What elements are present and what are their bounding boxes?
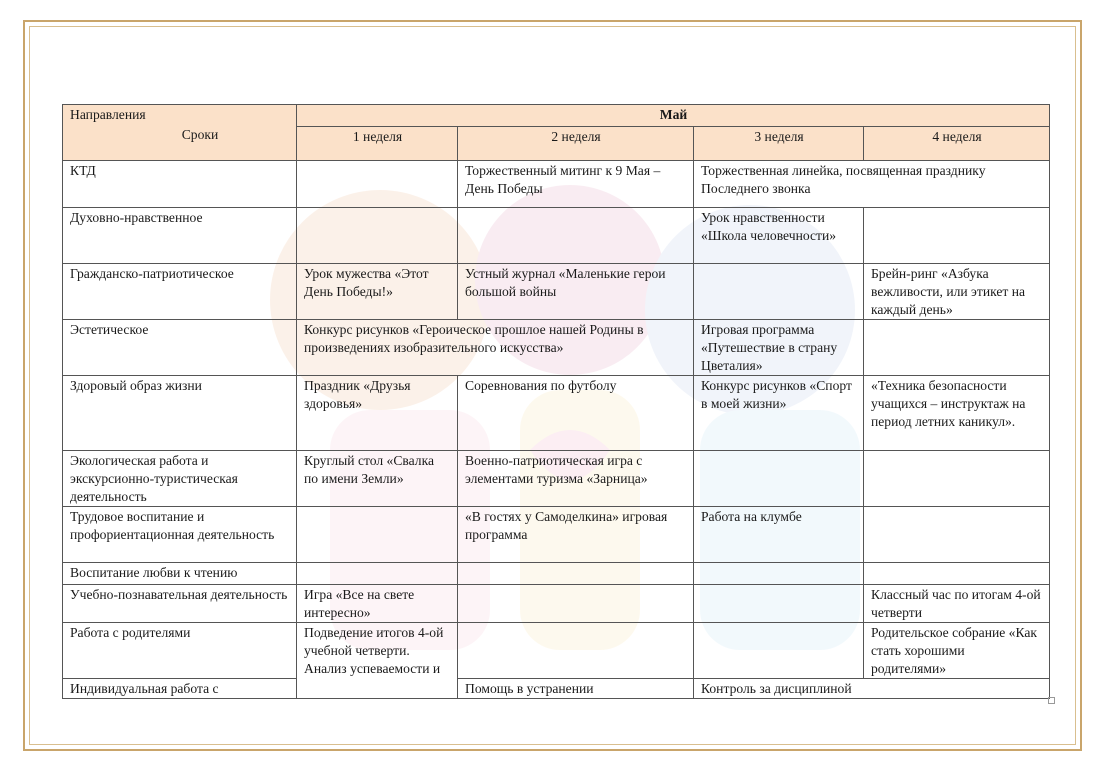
direction-cell: Духовно-нравственное [63, 208, 297, 264]
activity-cell: Праздник «Друзья здоровья» [297, 376, 458, 451]
plan-table [62, 104, 1050, 699]
activity-cell: Подведение итогов 4-ой учебной четверти. Анализ успеваемости и [297, 623, 458, 699]
table-row [63, 563, 1050, 585]
direction-cell: Экологическая работа и экскурсионно-туристическая деятельность [63, 451, 297, 507]
direction-cell: Трудовое воспитание и профориентационная деятельность [63, 507, 297, 563]
activity-cell [864, 320, 1050, 376]
activity-cell [694, 585, 864, 623]
week-3-header: 3 неделя [694, 127, 864, 161]
direction-cell: Работа с родителями [63, 623, 297, 679]
activity-cell: Работа на клумбе [694, 507, 864, 563]
week-1-header: 1 неделя [297, 127, 458, 161]
activity-cell: Родительское собрание «Как стать хорошими родителями» [864, 623, 1050, 679]
direction-cell: Учебно-познавательная деятельность [63, 585, 297, 623]
activity-cell: Торжественный митинг к 9 Мая – День Победы [458, 161, 694, 208]
month-header: Май [297, 105, 1050, 127]
activity-cell: Игровая программа «Путешествие в страну Цветалия» [694, 320, 864, 376]
activity-cell: «В гостях у Самоделкина» игровая программа [458, 507, 694, 563]
table-row [63, 507, 1050, 563]
direction-cell: КТД [63, 161, 297, 208]
table-row [63, 208, 1050, 264]
activity-cell [694, 451, 864, 507]
table-row [63, 320, 1050, 376]
header-directions-terms [63, 105, 297, 161]
table-row [63, 623, 1050, 679]
activity-cell: Помощь в устранении [458, 679, 694, 699]
activity-cell [297, 161, 458, 208]
table-row [63, 585, 1050, 623]
activity-cell [458, 208, 694, 264]
activity-cell [458, 563, 694, 585]
activity-cell [864, 507, 1050, 563]
table-resize-handle [1048, 697, 1055, 704]
activity-cell [458, 585, 694, 623]
activity-cell: Круглый стол «Свалка по имени Земли» [297, 451, 458, 507]
table-row [63, 161, 1050, 208]
direction-cell: Воспитание любви к чтению [63, 563, 297, 585]
activity-cell: Классный час по итогам 4-ой четверти [864, 585, 1050, 623]
activity-cell [297, 208, 458, 264]
activity-cell [864, 208, 1050, 264]
activity-cell: Контроль за дисциплиной [694, 679, 1050, 699]
table-row [63, 451, 1050, 507]
activity-cell: Урок мужества «Этот День Победы!» [297, 264, 458, 320]
activity-cell: Конкурс рисунков «Героическое прошлое нашей Родины в произведениях изобразительного искусства» [297, 320, 694, 376]
activity-cell: Военно-патриотическая игра с элементами туризма «Зарница» [458, 451, 694, 507]
table-row [63, 376, 1050, 451]
activity-cell [694, 623, 864, 679]
activity-cell: Устный журнал «Маленькие герои большой войны [458, 264, 694, 320]
activity-cell: Урок нравственности «Школа человечности» [694, 208, 864, 264]
terms-label: Сроки [181, 127, 219, 142]
activity-cell [297, 563, 458, 585]
activity-cell: «Техника безопасности учащихся – инструктаж на период летних каникул». [864, 376, 1050, 451]
week-4-header: 4 неделя [864, 127, 1050, 161]
direction-cell: Гражданско-патриотическое [63, 264, 297, 320]
activity-cell [694, 563, 864, 585]
week-2-header: 2 неделя [458, 127, 694, 161]
activity-cell: Брейн-ринг «Азбука вежливости, или этикет на каждый день» [864, 264, 1050, 320]
activity-cell [458, 623, 694, 679]
table-row [63, 679, 1050, 699]
activity-cell: Торжественная линейка, посвященная празднику Последнего звонка [694, 161, 1050, 208]
direction-cell: Здоровый образ жизни [63, 376, 297, 451]
activity-cell [297, 507, 458, 563]
activity-cell [864, 451, 1050, 507]
activity-cell: Конкурс рисунков «Спорт в моей жизни» [694, 376, 864, 451]
activity-cell: Игра «Все на свете интересно» [297, 585, 458, 623]
table-row [63, 264, 1050, 320]
activity-cell [864, 563, 1050, 585]
directions-label: Направления [70, 107, 146, 122]
activity-cell: Соревнования по футболу [458, 376, 694, 451]
activity-cell [694, 264, 864, 320]
direction-cell: Индивидуальная работа с [63, 679, 297, 699]
direction-cell: Эстетическое [63, 320, 297, 376]
